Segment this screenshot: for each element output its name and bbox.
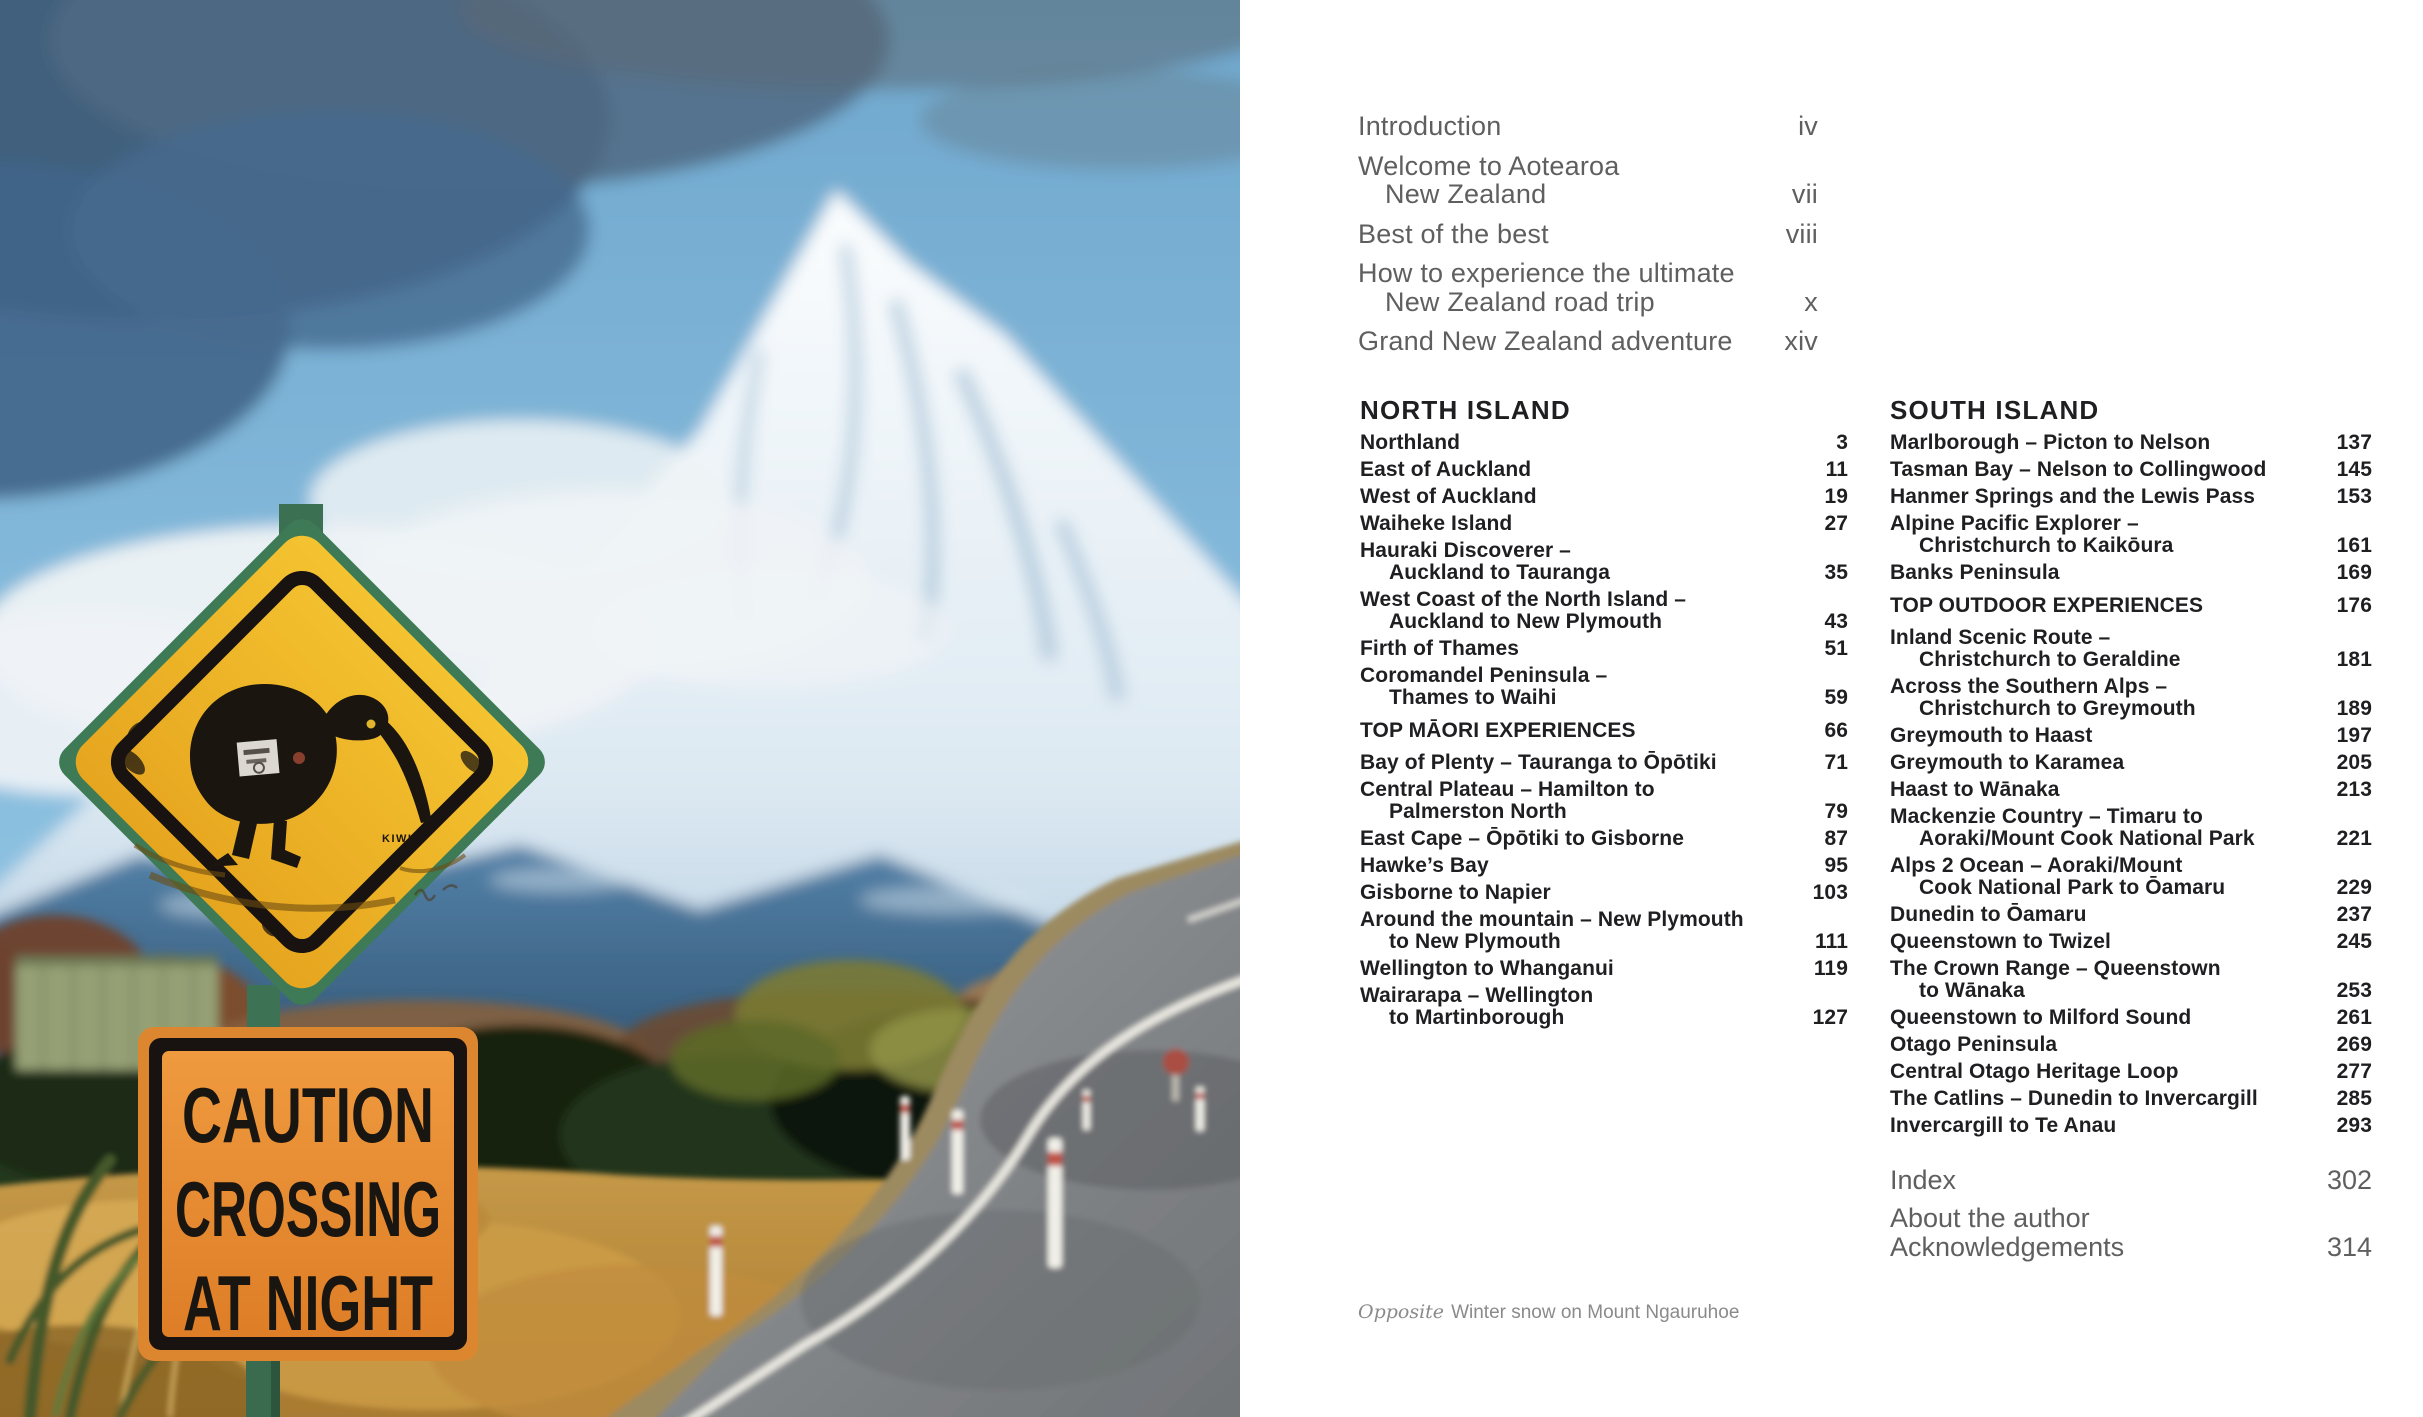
kiwi-sign-label: KIWI [382, 833, 413, 845]
toc-entry-page: 245 [2336, 930, 2372, 953]
toc-entry-title: Gisborne to Napier [1360, 881, 1551, 904]
photo-caption [1358, 1300, 1739, 1325]
toc-entry-title: Alpine Pacific Explorer – Christchurch to Kaikōura [1890, 512, 2174, 557]
caution-line-2: CROSSING [175, 1166, 441, 1254]
toc-entry [1360, 513, 1848, 535]
toc-entry-page: 189 [2336, 697, 2372, 720]
toc-entry [1890, 958, 2372, 1002]
front-matter-entry-page: iv [1798, 111, 1818, 141]
toc-entry [1360, 540, 1848, 584]
toc-entry-page: 181 [2336, 648, 2372, 671]
toc-entry-title: Invercargill to Te Anau [1890, 1114, 2117, 1137]
toc-entry-page: 277 [2336, 1060, 2372, 1083]
toc-entry-page: 59 [1824, 686, 1848, 709]
distant-red-sign [1163, 1049, 1189, 1075]
toc-entry [1890, 931, 2372, 953]
toc-entry-title: Around the mountain – New Plymouth to New Plymouth [1360, 908, 1744, 953]
front-matter-entry-page: vii [1791, 179, 1818, 209]
toc-entry-page: 169 [2336, 561, 2372, 584]
toc-entry [1890, 486, 2372, 508]
toc-entry-title: Otago Peninsula [1890, 1033, 2058, 1056]
toc-entry-title: East of Auckland [1360, 458, 1532, 481]
caption-prefix: Opposite [1358, 1301, 1445, 1323]
toc-entry [1890, 432, 2372, 454]
toc-entry-page: 253 [2336, 979, 2372, 1002]
front-matter-entry-title: Best of the best [1358, 218, 1549, 249]
toc-entry-page: 237 [2336, 903, 2372, 926]
toc-entry-title: Waiheke Island [1360, 512, 1513, 535]
toc-entry-page: 11 [1825, 458, 1848, 481]
front-matter-entry-page: x [1804, 286, 1818, 317]
caution-line-1: CAUTION [182, 1072, 434, 1160]
toc-entry-title: West of Auckland [1360, 485, 1537, 508]
toc-entry-page: 3 [1836, 431, 1848, 454]
north-island-list [1360, 432, 1848, 1029]
toc-entry-page: 137 [2336, 431, 2372, 454]
toc-entry-title: The Crown Range – Queenstown to Wānaka [1890, 957, 2221, 1002]
toc-entry-page: 161 [2336, 534, 2372, 557]
toc-entry-page: 197 [2336, 724, 2372, 747]
toc-entry [1890, 1115, 2372, 1137]
toc-entry-page: 51 [1824, 637, 1848, 660]
front-matter-entry-page: xiv [1784, 326, 1818, 356]
toc-entry-title: Northland [1360, 431, 1461, 454]
toc-entry-title: Greymouth to Karamea [1890, 751, 2125, 774]
toc-entry-page: 79 [1824, 800, 1848, 823]
caution-sign [138, 1027, 478, 1361]
front-matter-entry [1358, 259, 1818, 316]
front-matter-entry-title: Introduction [1358, 111, 1502, 141]
toc-entry [1360, 665, 1848, 709]
toc-entry [1890, 627, 2372, 671]
toc-entry [1360, 828, 1848, 850]
toc-entry [1360, 779, 1848, 823]
front-matter-entry [1358, 327, 1818, 356]
back-matter-entry-page: 302 [2326, 1165, 2372, 1195]
toc-entry-title: Firth of Thames [1360, 637, 1520, 660]
south-island-column [1890, 397, 2372, 1142]
front-matter-entry-page: viii [1785, 218, 1818, 249]
toc-entry-page: 269 [2336, 1033, 2372, 1056]
toc-entry-title: Central Plateau – Hamilton to Palmerston North [1360, 778, 1655, 823]
toc-entry [1890, 1034, 2372, 1056]
toc-entry-page: 213 [2336, 778, 2372, 801]
toc-entry [1360, 752, 1848, 774]
toc-entry-title: Mackenzie Country – Timaru to Aoraki/Mount Cook National Park [1890, 805, 2255, 850]
front-matter-entry [1358, 112, 1818, 141]
toc-entry-title: East Cape – Ōpōtiki to Gisborne [1360, 827, 1684, 850]
toc-entry-title: Queenstown to Milford Sound [1890, 1006, 2192, 1029]
toc-entry-page: 87 [1824, 827, 1848, 850]
toc-entry [1360, 638, 1848, 660]
front-matter-entry-title: How to experience the ultimate New Zealand road trip [1358, 258, 1735, 317]
sticker-on-sign [237, 739, 280, 776]
toc-entry [1890, 752, 2372, 774]
toc-entry-title: Hanmer Springs and the Lewis Pass [1890, 485, 2256, 508]
toc-entry [1890, 725, 2372, 747]
toc-entry-page: 145 [2336, 458, 2372, 481]
back-matter-entry-title: Index [1890, 1165, 1957, 1195]
back-matter-entry [1890, 1204, 2372, 1262]
front-matter-list [1358, 112, 1818, 367]
toc-entry-page: 43 [1824, 610, 1848, 633]
back-matter-list [1890, 1166, 2372, 1271]
toc-entry-page: 221 [2336, 827, 2372, 850]
toc-entry [1360, 985, 1848, 1029]
toc-entry-title: TOP OUTDOOR EXPERIENCES [1890, 594, 2204, 617]
toc-entry-title: West Coast of the North Island – Auckland to New Plymouth [1360, 588, 1687, 633]
toc-entry-page: 119 [1813, 957, 1848, 980]
back-matter-entry [1890, 1166, 2372, 1195]
toc-entry [1360, 855, 1848, 877]
front-matter-entry [1358, 152, 1818, 209]
toc-entry-title: TOP MĀORI EXPERIENCES [1360, 719, 1636, 742]
toc-entry-title: Haast to Wānaka [1890, 778, 2060, 801]
toc-entry-title: Bay of Plenty – Tauranga to Ōpōtiki [1360, 751, 1717, 774]
toc-entry [1360, 958, 1848, 980]
toc-entry-page: 103 [1812, 881, 1848, 904]
toc-entry-page: 95 [1824, 854, 1848, 877]
caption-text: Winter snow on Mount Ngauruhoe [1451, 1302, 1740, 1323]
toc-entry-page: 66 [1824, 719, 1848, 742]
toc-entry-title: Across the Southern Alps – Christchurch to Greymouth [1890, 675, 2196, 720]
toc-entry-page: 261 [2336, 1006, 2372, 1029]
front-matter-entry-title: Grand New Zealand adventure [1358, 326, 1733, 356]
toc-entry-title: Queenstown to Twizel [1890, 930, 2111, 953]
toc-entry-page: 176 [2336, 594, 2372, 617]
toc-entry-title: Tasman Bay – Nelson to Collingwood [1890, 458, 2267, 481]
toc-entry-page: 27 [1824, 512, 1848, 535]
toc-entry-title: Wairarapa – Wellington to Martinborough [1360, 984, 1594, 1029]
caution-line-3: AT NIGHT [183, 1260, 433, 1348]
toc-entry-page: 293 [2336, 1114, 2372, 1137]
toc-entry-page: 127 [1812, 1006, 1848, 1029]
toc-entry [1890, 595, 2372, 617]
south-island-list [1890, 432, 2372, 1137]
toc-entry-title: Greymouth to Haast [1890, 724, 2093, 747]
back-matter-entry-title: About the author Acknowledgements [1890, 1203, 2125, 1262]
toc-entry-title: Hauraki Discoverer – Auckland to Tauranga [1360, 539, 1610, 584]
toc-entry-title: Marlborough – Picton to Nelson [1890, 431, 2211, 454]
toc-entry-page: 71 [1824, 751, 1848, 774]
toc-entry [1360, 459, 1848, 481]
toc-entry [1360, 432, 1848, 454]
toc-entry-title: Central Otago Heritage Loop [1890, 1060, 2179, 1083]
back-matter-entry-page: 314 [2326, 1232, 2372, 1262]
north-island-column [1360, 397, 1848, 1034]
toc-entry-title: Alps 2 Ocean – Aoraki/Mount Cook National Park to Ōamaru [1890, 854, 2226, 899]
toc-entry [1890, 1088, 2372, 1110]
toc-entry [1360, 909, 1848, 953]
toc-entry-title: The Catlins – Dunedin to Invercargill [1890, 1087, 2258, 1110]
front-matter-entry-title: Welcome to Aotearoa New Zealand [1358, 150, 1620, 209]
toc-entry [1890, 676, 2372, 720]
toc-entry [1890, 855, 2372, 899]
toc-entry-page: 205 [2336, 751, 2372, 774]
toc-entry-page: 285 [2336, 1087, 2372, 1110]
north-island-heading: NORTH ISLAND [1360, 395, 1571, 425]
toc-entry-title: Inland Scenic Route – Christchurch to Geraldine [1890, 626, 2181, 671]
toc-entry [1360, 486, 1848, 508]
toc-entry-page: 229 [2336, 876, 2372, 899]
toc-entry [1360, 882, 1848, 904]
toc-entry [1890, 1007, 2372, 1029]
toc-entry-page: 35 [1824, 561, 1848, 584]
toc-entry-title: Hawke’s Bay [1360, 854, 1489, 877]
toc-entry-page: 153 [2336, 485, 2372, 508]
toc-entry-page: 19 [1824, 485, 1848, 508]
toc-entry [1890, 904, 2372, 926]
toc-entry-title: Wellington to Whanganui [1360, 957, 1614, 980]
toc-entry [1360, 589, 1848, 633]
toc-entry-page: 111 [1814, 930, 1848, 953]
front-matter-entry [1358, 220, 1818, 249]
toc-entry-title: Dunedin to Ōamaru [1890, 903, 2087, 926]
toc-entry [1890, 459, 2372, 481]
table-of-contents-page [1240, 0, 2423, 1417]
toc-entry [1890, 1061, 2372, 1083]
toc-entry-title: Banks Peninsula [1890, 561, 2060, 584]
south-island-heading: SOUTH ISLAND [1890, 395, 2100, 425]
toc-entry-title: Coromandel Peninsula – Thames to Waihi [1360, 664, 1608, 709]
toc-entry [1360, 720, 1848, 742]
toc-entry [1890, 806, 2372, 850]
toc-entry [1890, 513, 2372, 557]
toc-entry [1890, 779, 2372, 801]
toc-entry [1890, 562, 2372, 584]
